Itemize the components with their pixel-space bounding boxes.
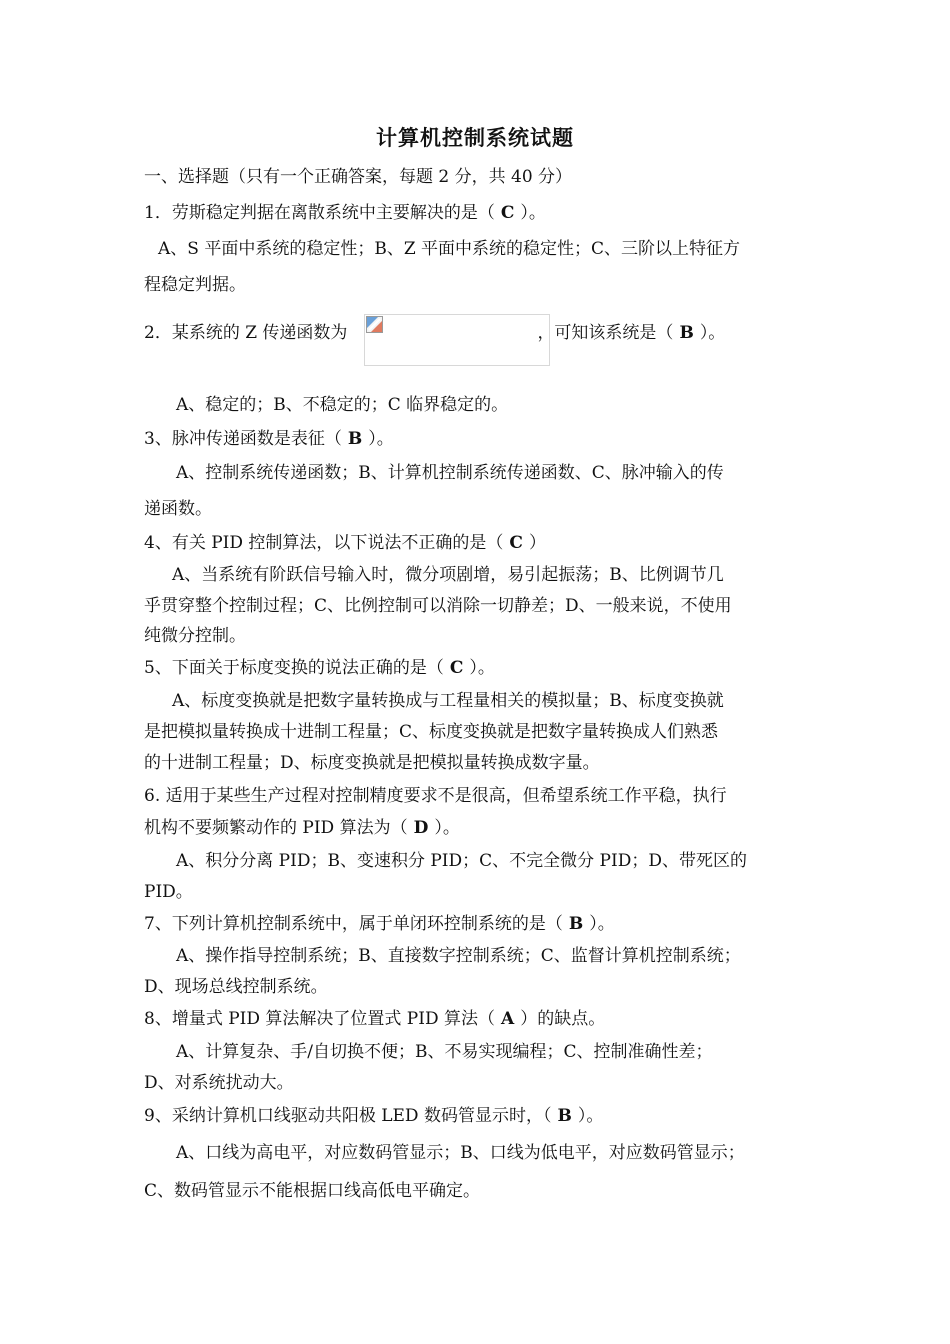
question-7: 7、下列计算机控制系统中，属于单闭环控制系统的是（ B ）。	[144, 914, 615, 934]
question-3-options-cont: 递函数。	[144, 499, 212, 519]
section-heading: 一、选择题（只有一个正确答案，每题 2 分，共 40 分）	[144, 167, 573, 187]
question-1: 1．劳斯稳定判据在离散系统中主要解决的是（ C ）。	[144, 203, 546, 223]
page-title: 计算机控制系统试题	[376, 125, 574, 150]
question-4: 4、有关 PID 控制算法，以下说法不正确的是（ C ）	[144, 533, 546, 553]
answer-8: A	[501, 1009, 515, 1029]
question-8-options-cont: D、对系统扰动大。	[144, 1073, 294, 1093]
question-8: 8、增量式 PID 算法解决了位置式 PID 算法（ A ）的缺点。	[144, 1009, 606, 1029]
question-1-options: A、S 平面中系统的稳定性；B、Z 平面中系统的稳定性；C、三阶以上特征方	[158, 239, 741, 259]
answer-1: C	[500, 203, 515, 223]
answer-2: B	[679, 323, 694, 343]
question-9-options: A、口线为高电平，对应数码管显示；B、口线为低电平，对应数码管显示；	[176, 1143, 745, 1163]
question-5-options-cont: 是把模拟量转换成十进制工程量；C、标度变换就是把数字量转换成人们熟悉	[144, 722, 719, 742]
answer-3: B	[347, 429, 363, 449]
question-7-options: A、操作指导控制系统；B、直接数字控制系统；C、监督计算机控制系统；	[176, 946, 741, 966]
question-9: 9、采纳计算机口线驱动共阳极 LED 数码管显示时，（ B ）。	[144, 1106, 604, 1126]
question-7-options-cont: D、现场总线控制系统。	[144, 977, 328, 997]
question-6-options: A、积分分离 PID；B、变速积分 PID；C、不完全微分 PID；D、带死区的	[176, 851, 747, 871]
question-3-options: A、控制系统传递函数；B、计算机控制系统传递函数、C、脉冲输入的传	[176, 463, 724, 483]
broken-image-icon	[366, 316, 383, 333]
question-4-options: A、当系统有阶跃信号输入时，微分项剧增，易引起振荡；B、比例调节几	[172, 565, 724, 585]
question-2: 2．某系统的 Z 传递函数为 ，可知该系统是（ B ）。	[144, 323, 726, 343]
question-4-options-cont: 乎贯穿整个控制过程；C、比例控制可以消除一切静差；D、一般来说，不使用	[144, 596, 732, 616]
answer-9: B	[557, 1106, 572, 1126]
question-1-options-cont: 程稳定判据。	[144, 275, 246, 295]
answer-7: B	[568, 914, 584, 934]
question-6-cont: 机构不要频繁动作的 PID 算法为（ D ）。	[144, 818, 460, 838]
question-8-options: A、计算复杂、手/自切换不便；B、不易实现编程；C、控制准确性差；	[176, 1042, 713, 1062]
answer-5: C	[449, 658, 464, 678]
question-3: 3、脉冲传递函数是表征（ B ）。	[144, 429, 394, 449]
question-4-options-cont2: 纯微分控制。	[144, 626, 246, 646]
question-5-options-cont2: 的十进制工程量；D、标度变换就是把模拟量转换成数字量。	[144, 753, 600, 773]
question-5-options: A、标度变换就是把数字量转换成与工程量相关的模拟量；B、标度变换就	[172, 691, 724, 711]
question-2-options: A、稳定的；B、不稳定的；C 临界稳定的。	[176, 395, 509, 415]
question-6-options-cont: PID。	[144, 882, 193, 902]
formula-image-placeholder	[364, 314, 550, 366]
question-5: 5、下面关于标度变换的说法正确的是（ C ）。	[144, 658, 495, 678]
answer-6: D	[413, 818, 429, 838]
question-9-options-cont: C、数码管显示不能根据口线高低电平确定。	[144, 1181, 481, 1201]
question-6: 6. 适用于某些生产过程对控制精度要求不是很高，但希望系统工作平稳，执行	[144, 786, 727, 806]
answer-4: C	[509, 533, 523, 553]
